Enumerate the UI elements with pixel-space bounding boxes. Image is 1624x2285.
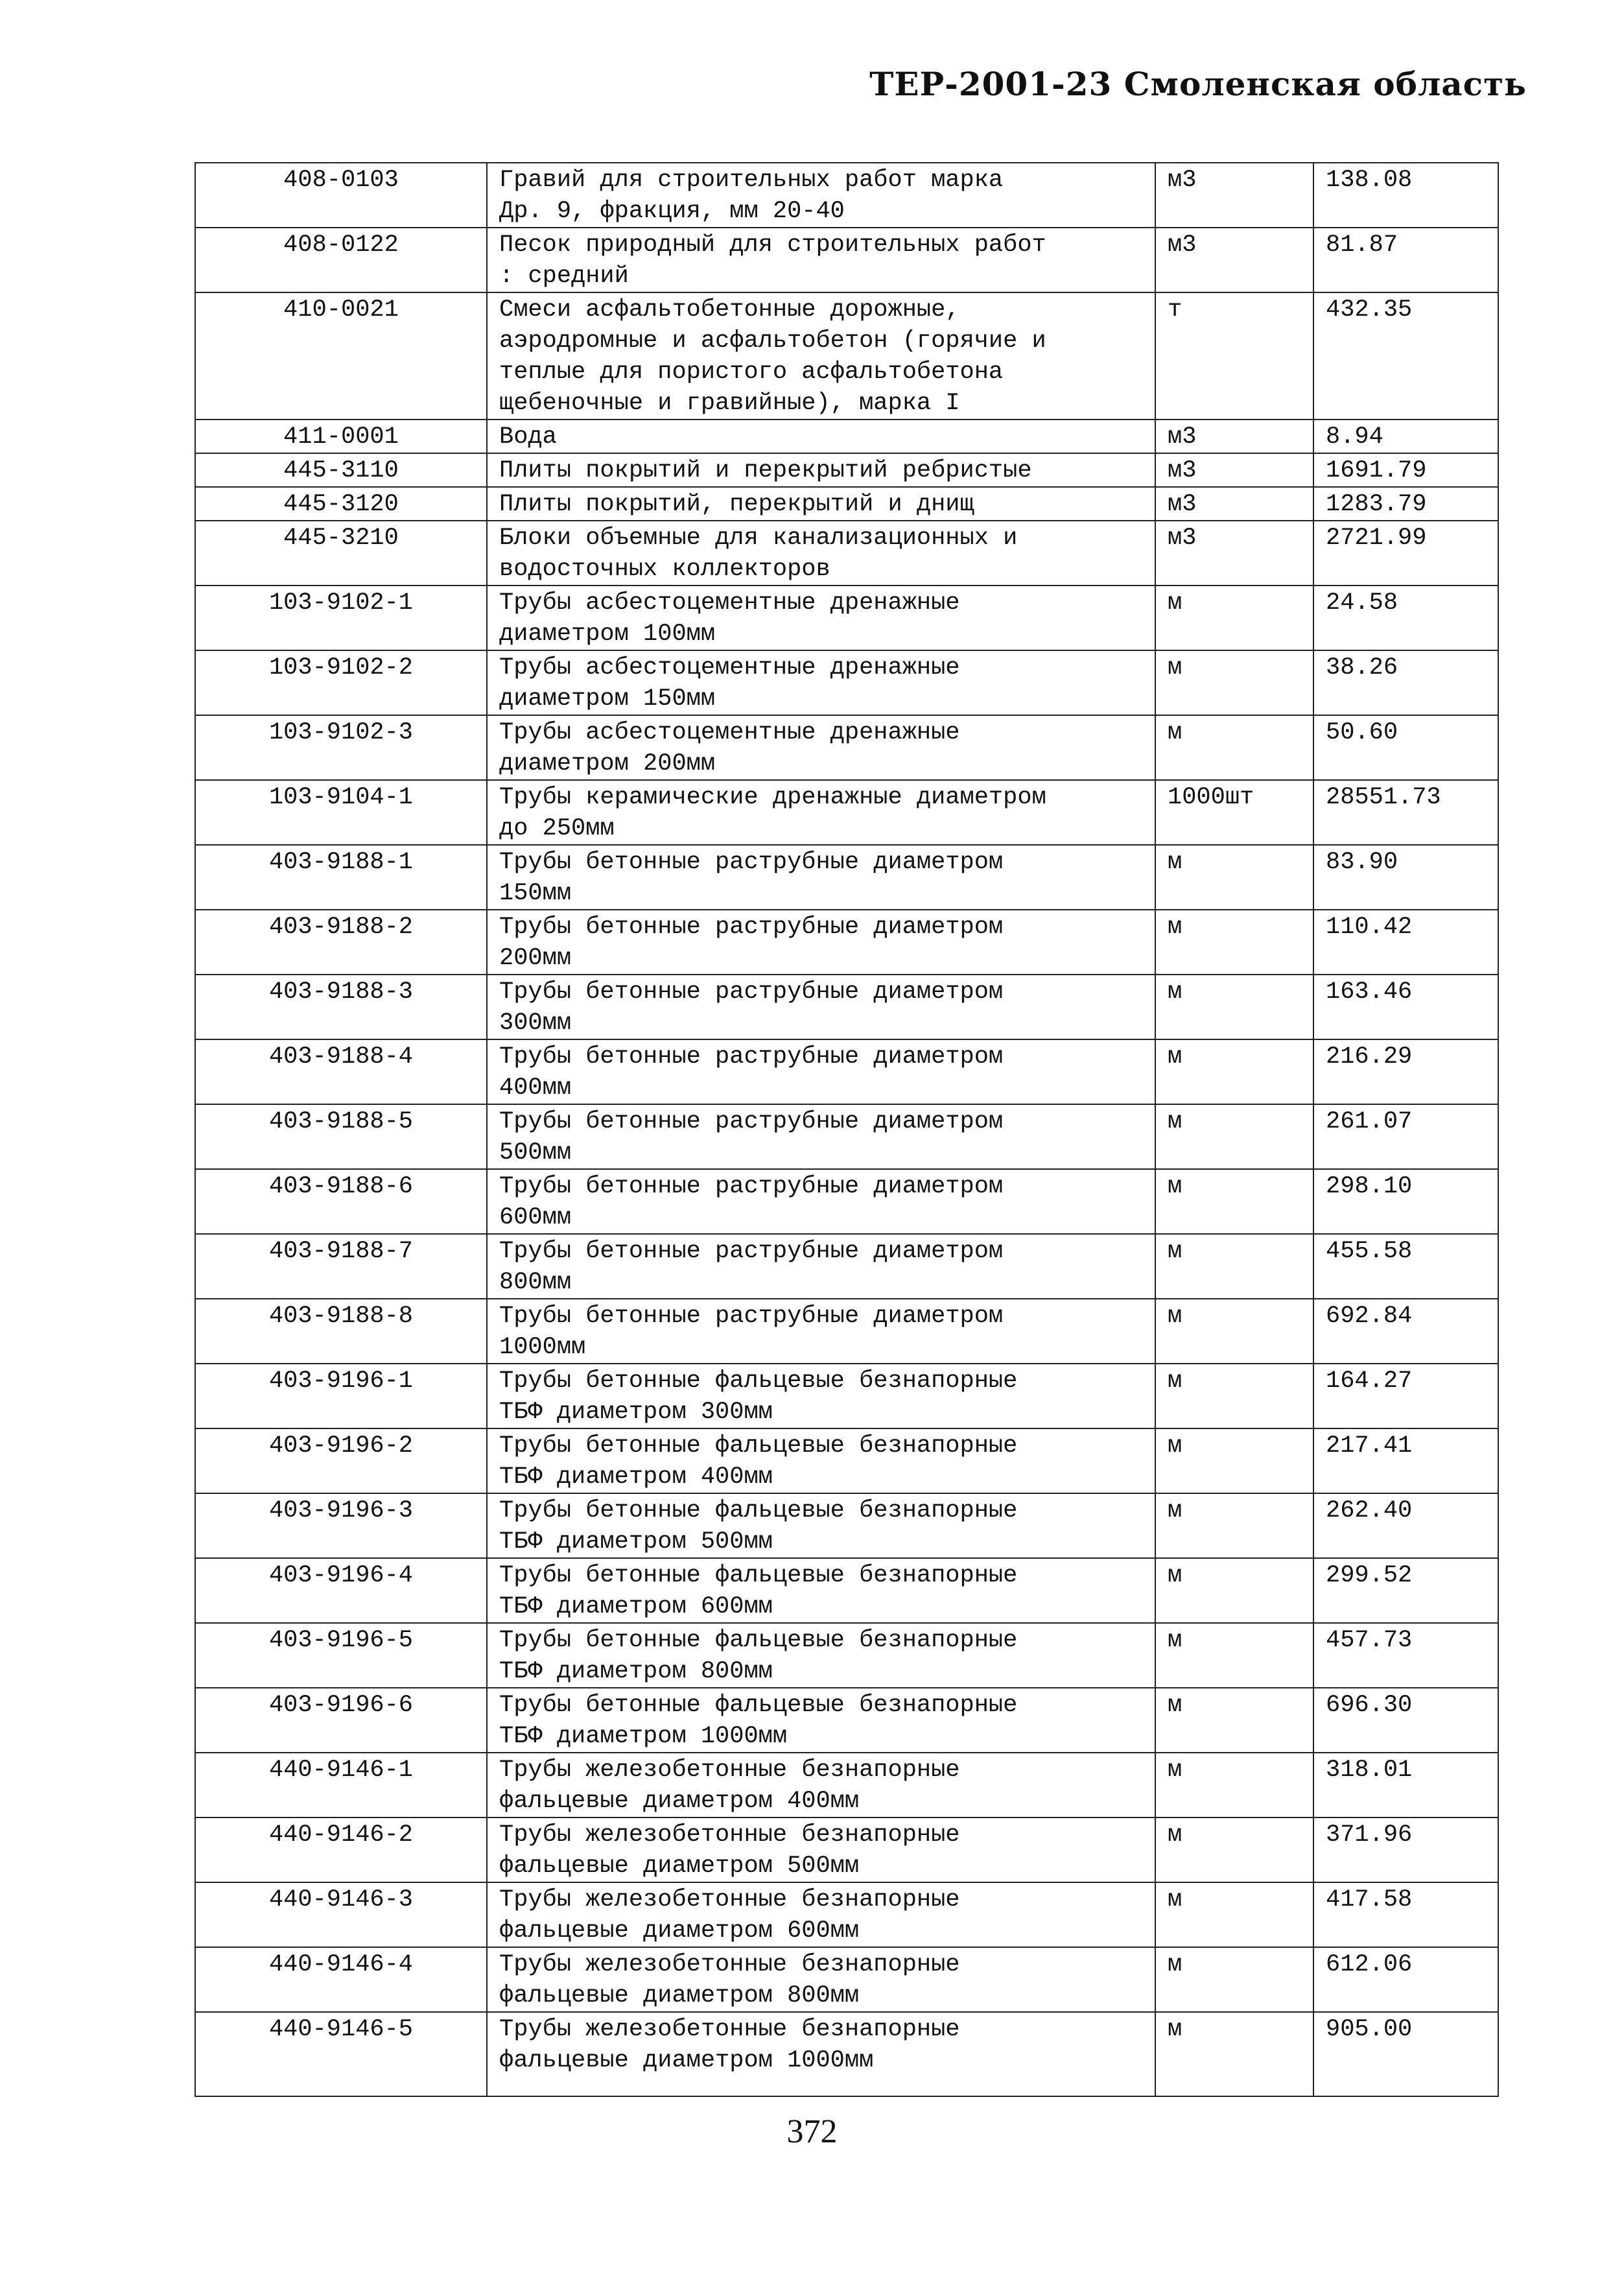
- price-cell: 217.41: [1313, 1428, 1498, 1493]
- unit-cell: м: [1155, 1104, 1313, 1169]
- table-row: [195, 1688, 1498, 1753]
- material-name-cell: Трубы бетонные фальцевые безнапорные ТБФ диаметром 600мм: [487, 1558, 1155, 1623]
- price-cell: 8.94: [1313, 420, 1498, 453]
- price-cell: 318.01: [1313, 1753, 1498, 1817]
- material-name-cell: Трубы бетонные раструбные диаметром 1000мм: [487, 1299, 1155, 1364]
- unit-cell: м: [1155, 910, 1313, 975]
- material-name-cell: Трубы железобетонные безнапорные фальцевые диаметром 500мм: [487, 1817, 1155, 1882]
- price-cell: 138.08: [1313, 163, 1498, 228]
- price-cell: 2721.99: [1313, 521, 1498, 586]
- price-cell: 28551.73: [1313, 780, 1498, 845]
- unit-cell: м: [1155, 1299, 1313, 1364]
- table-row: [195, 487, 1498, 521]
- table-row: [195, 1493, 1498, 1558]
- unit-cell: м: [1155, 1558, 1313, 1623]
- table-row: [195, 521, 1498, 586]
- price-cell: 298.10: [1313, 1169, 1498, 1234]
- table-row: [195, 975, 1498, 1039]
- material-name-cell: Трубы керамические дренажные диаметром до 250мм: [487, 780, 1155, 845]
- material-code-cell: 403-9196-2: [195, 1428, 487, 1493]
- unit-cell: м: [1155, 1364, 1313, 1428]
- material-name-cell: Трубы бетонные фальцевые безнапорные ТБФ диаметром 800мм: [487, 1623, 1155, 1688]
- material-code-cell: 411-0001: [195, 420, 487, 453]
- material-name-cell: Трубы бетонные фальцевые безнапорные ТБФ диаметром 1000мм: [487, 1688, 1155, 1753]
- price-cell: 38.26: [1313, 650, 1498, 715]
- price-cell: 50.60: [1313, 715, 1498, 780]
- table-row: [195, 1234, 1498, 1299]
- material-code-cell: 440-9146-4: [195, 1947, 487, 2012]
- table-row: [195, 1947, 1498, 2012]
- material-name-cell: Плиты покрытий, перекрытий и днищ: [487, 487, 1155, 521]
- material-code-cell: 445-3110: [195, 453, 487, 487]
- material-code-cell: 445-3210: [195, 521, 487, 586]
- unit-cell: м3: [1155, 228, 1313, 292]
- unit-cell: м: [1155, 1428, 1313, 1493]
- material-code-cell: 403-9188-5: [195, 1104, 487, 1169]
- table-row: [195, 1299, 1498, 1364]
- unit-cell: м3: [1155, 487, 1313, 521]
- price-cell: 163.46: [1313, 975, 1498, 1039]
- table-row: [195, 1882, 1498, 1947]
- material-code-cell: 440-9146-2: [195, 1817, 487, 1882]
- price-cell: 216.29: [1313, 1039, 1498, 1104]
- material-name-cell: Песок природный для строительных работ : средний: [487, 228, 1155, 292]
- material-code-cell: 403-9196-6: [195, 1688, 487, 1753]
- price-cell: 83.90: [1313, 845, 1498, 910]
- unit-cell: м: [1155, 1688, 1313, 1753]
- material-code-cell: 403-9188-6: [195, 1169, 487, 1234]
- material-code-cell: 103-9102-1: [195, 586, 487, 650]
- table-row: [195, 163, 1498, 228]
- material-code-cell: 408-0103: [195, 163, 487, 228]
- table-row: [195, 1364, 1498, 1428]
- material-name-cell: Блоки объемные для канализационных и водосточных коллекторов: [487, 521, 1155, 586]
- material-name-cell: Трубы железобетонные безнапорные фальцевые диаметром 1000мм: [487, 2012, 1155, 2096]
- material-name-cell: Трубы железобетонные безнапорные фальцевые диаметром 400мм: [487, 1753, 1155, 1817]
- table-row: [195, 1623, 1498, 1688]
- unit-cell: м: [1155, 650, 1313, 715]
- material-code-cell: 440-9146-3: [195, 1882, 487, 1947]
- material-code-cell: 440-9146-1: [195, 1753, 487, 1817]
- material-name-cell: Трубы железобетонные безнапорные фальцевые диаметром 800мм: [487, 1947, 1155, 2012]
- price-cell: 432.35: [1313, 292, 1498, 420]
- unit-cell: м: [1155, 1493, 1313, 1558]
- table-row: [195, 292, 1498, 420]
- table-row: [195, 228, 1498, 292]
- price-cell: 110.42: [1313, 910, 1498, 975]
- table-row: [195, 1169, 1498, 1234]
- material-code-cell: 403-9196-5: [195, 1623, 487, 1688]
- price-cell: 612.06: [1313, 1947, 1498, 2012]
- material-name-cell: Вода: [487, 420, 1155, 453]
- material-name-cell: Смеси асфальтобетонные дорожные, аэродромные и асфальтобетон (горячие и теплые для пористого асфальтобетона щебеночные и гравийные), марка I: [487, 292, 1155, 420]
- material-code-cell: 403-9196-3: [195, 1493, 487, 1558]
- unit-cell: м: [1155, 715, 1313, 780]
- table-row: [195, 1039, 1498, 1104]
- unit-cell: м3: [1155, 163, 1313, 228]
- material-name-cell: Трубы асбестоцементные дренажные диаметром 200мм: [487, 715, 1155, 780]
- price-cell: 81.87: [1313, 228, 1498, 292]
- material-code-cell: 403-9196-4: [195, 1558, 487, 1623]
- material-name-cell: Трубы бетонные раструбные диаметром 500мм: [487, 1104, 1155, 1169]
- price-cell: 1691.79: [1313, 453, 1498, 487]
- table-row: [195, 1817, 1498, 1882]
- unit-cell: м: [1155, 1039, 1313, 1104]
- material-code-cell: 403-9188-7: [195, 1234, 487, 1299]
- unit-cell: м: [1155, 845, 1313, 910]
- material-name-cell: Трубы бетонные раструбные диаметром 600мм: [487, 1169, 1155, 1234]
- material-name-cell: Плиты покрытий и перекрытий ребристые: [487, 453, 1155, 487]
- unit-cell: м: [1155, 975, 1313, 1039]
- unit-cell: м: [1155, 1947, 1313, 2012]
- price-table: [194, 162, 1499, 2097]
- material-code-cell: 408-0122: [195, 228, 487, 292]
- price-cell: 455.58: [1313, 1234, 1498, 1299]
- table-row: [195, 780, 1498, 845]
- unit-cell: м: [1155, 586, 1313, 650]
- material-name-cell: Трубы бетонные раструбные диаметром 800мм: [487, 1234, 1155, 1299]
- unit-cell: м: [1155, 1817, 1313, 1882]
- material-code-cell: 103-9102-2: [195, 650, 487, 715]
- unit-cell: м: [1155, 1234, 1313, 1299]
- material-code-cell: 403-9188-4: [195, 1039, 487, 1104]
- price-cell: 457.73: [1313, 1623, 1498, 1688]
- material-name-cell: Трубы бетонные фальцевые безнапорные ТБФ диаметром 300мм: [487, 1364, 1155, 1428]
- material-code-cell: 103-9102-3: [195, 715, 487, 780]
- material-name-cell: Трубы бетонные раструбные диаметром 300мм: [487, 975, 1155, 1039]
- material-name-cell: Трубы бетонные фальцевые безнапорные ТБФ диаметром 400мм: [487, 1428, 1155, 1493]
- material-code-cell: 410-0021: [195, 292, 487, 420]
- price-cell: 692.84: [1313, 1299, 1498, 1364]
- unit-cell: м: [1155, 1623, 1313, 1688]
- material-code-cell: 403-9188-2: [195, 910, 487, 975]
- table-row: [195, 1428, 1498, 1493]
- price-cell: 261.07: [1313, 1104, 1498, 1169]
- table-row: [195, 715, 1498, 780]
- page-header: ТЕР-2001-23 Смоленская область: [869, 65, 1527, 103]
- material-code-cell: 403-9188-1: [195, 845, 487, 910]
- price-cell: 417.58: [1313, 1882, 1498, 1947]
- unit-cell: м3: [1155, 420, 1313, 453]
- material-code-cell: 103-9104-1: [195, 780, 487, 845]
- table-row: [195, 2012, 1498, 2096]
- material-code-cell: 403-9188-3: [195, 975, 487, 1039]
- material-code-cell: 403-9196-1: [195, 1364, 487, 1428]
- table-row: [195, 650, 1498, 715]
- price-cell: 262.40: [1313, 1493, 1498, 1558]
- table-row: [195, 910, 1498, 975]
- table-row: [195, 845, 1498, 910]
- material-name-cell: Трубы бетонные раструбные диаметром 150мм: [487, 845, 1155, 910]
- unit-cell: м: [1155, 1753, 1313, 1817]
- material-name-cell: Трубы асбестоцементные дренажные диаметром 100мм: [487, 586, 1155, 650]
- table-row: [195, 420, 1498, 453]
- price-cell: 371.96: [1313, 1817, 1498, 1882]
- table-row: [195, 586, 1498, 650]
- unit-cell: м: [1155, 1882, 1313, 1947]
- price-cell: 164.27: [1313, 1364, 1498, 1428]
- unit-cell: м: [1155, 1169, 1313, 1234]
- table-row: [195, 1558, 1498, 1623]
- unit-cell: м3: [1155, 521, 1313, 586]
- table-row: [195, 1104, 1498, 1169]
- table-row: [195, 1753, 1498, 1817]
- price-cell: 299.52: [1313, 1558, 1498, 1623]
- unit-cell: м: [1155, 2012, 1313, 2096]
- material-code-cell: 445-3120: [195, 487, 487, 521]
- material-name-cell: Гравий для строительных работ марка Др. 9, фракция, мм 20-40: [487, 163, 1155, 228]
- unit-cell: 1000шт: [1155, 780, 1313, 845]
- material-name-cell: Трубы бетонные раструбные диаметром 200мм: [487, 910, 1155, 975]
- price-cell: 696.30: [1313, 1688, 1498, 1753]
- unit-cell: т: [1155, 292, 1313, 420]
- unit-cell: м3: [1155, 453, 1313, 487]
- price-cell: 905.00: [1313, 2012, 1498, 2096]
- material-name-cell: Трубы асбестоцементные дренажные диаметром 150мм: [487, 650, 1155, 715]
- table-body: [195, 163, 1498, 2096]
- material-code-cell: 403-9188-8: [195, 1299, 487, 1364]
- price-cell: 24.58: [1313, 586, 1498, 650]
- material-name-cell: Трубы железобетонные безнапорные фальцевые диаметром 600мм: [487, 1882, 1155, 1947]
- material-name-cell: Трубы бетонные фальцевые безнапорные ТБФ диаметром 500мм: [487, 1493, 1155, 1558]
- page-number: 372: [786, 2113, 838, 2150]
- material-code-cell: 440-9146-5: [195, 2012, 487, 2096]
- table-row: [195, 453, 1498, 487]
- material-name-cell: Трубы бетонные раструбные диаметром 400мм: [487, 1039, 1155, 1104]
- price-cell: 1283.79: [1313, 487, 1498, 521]
